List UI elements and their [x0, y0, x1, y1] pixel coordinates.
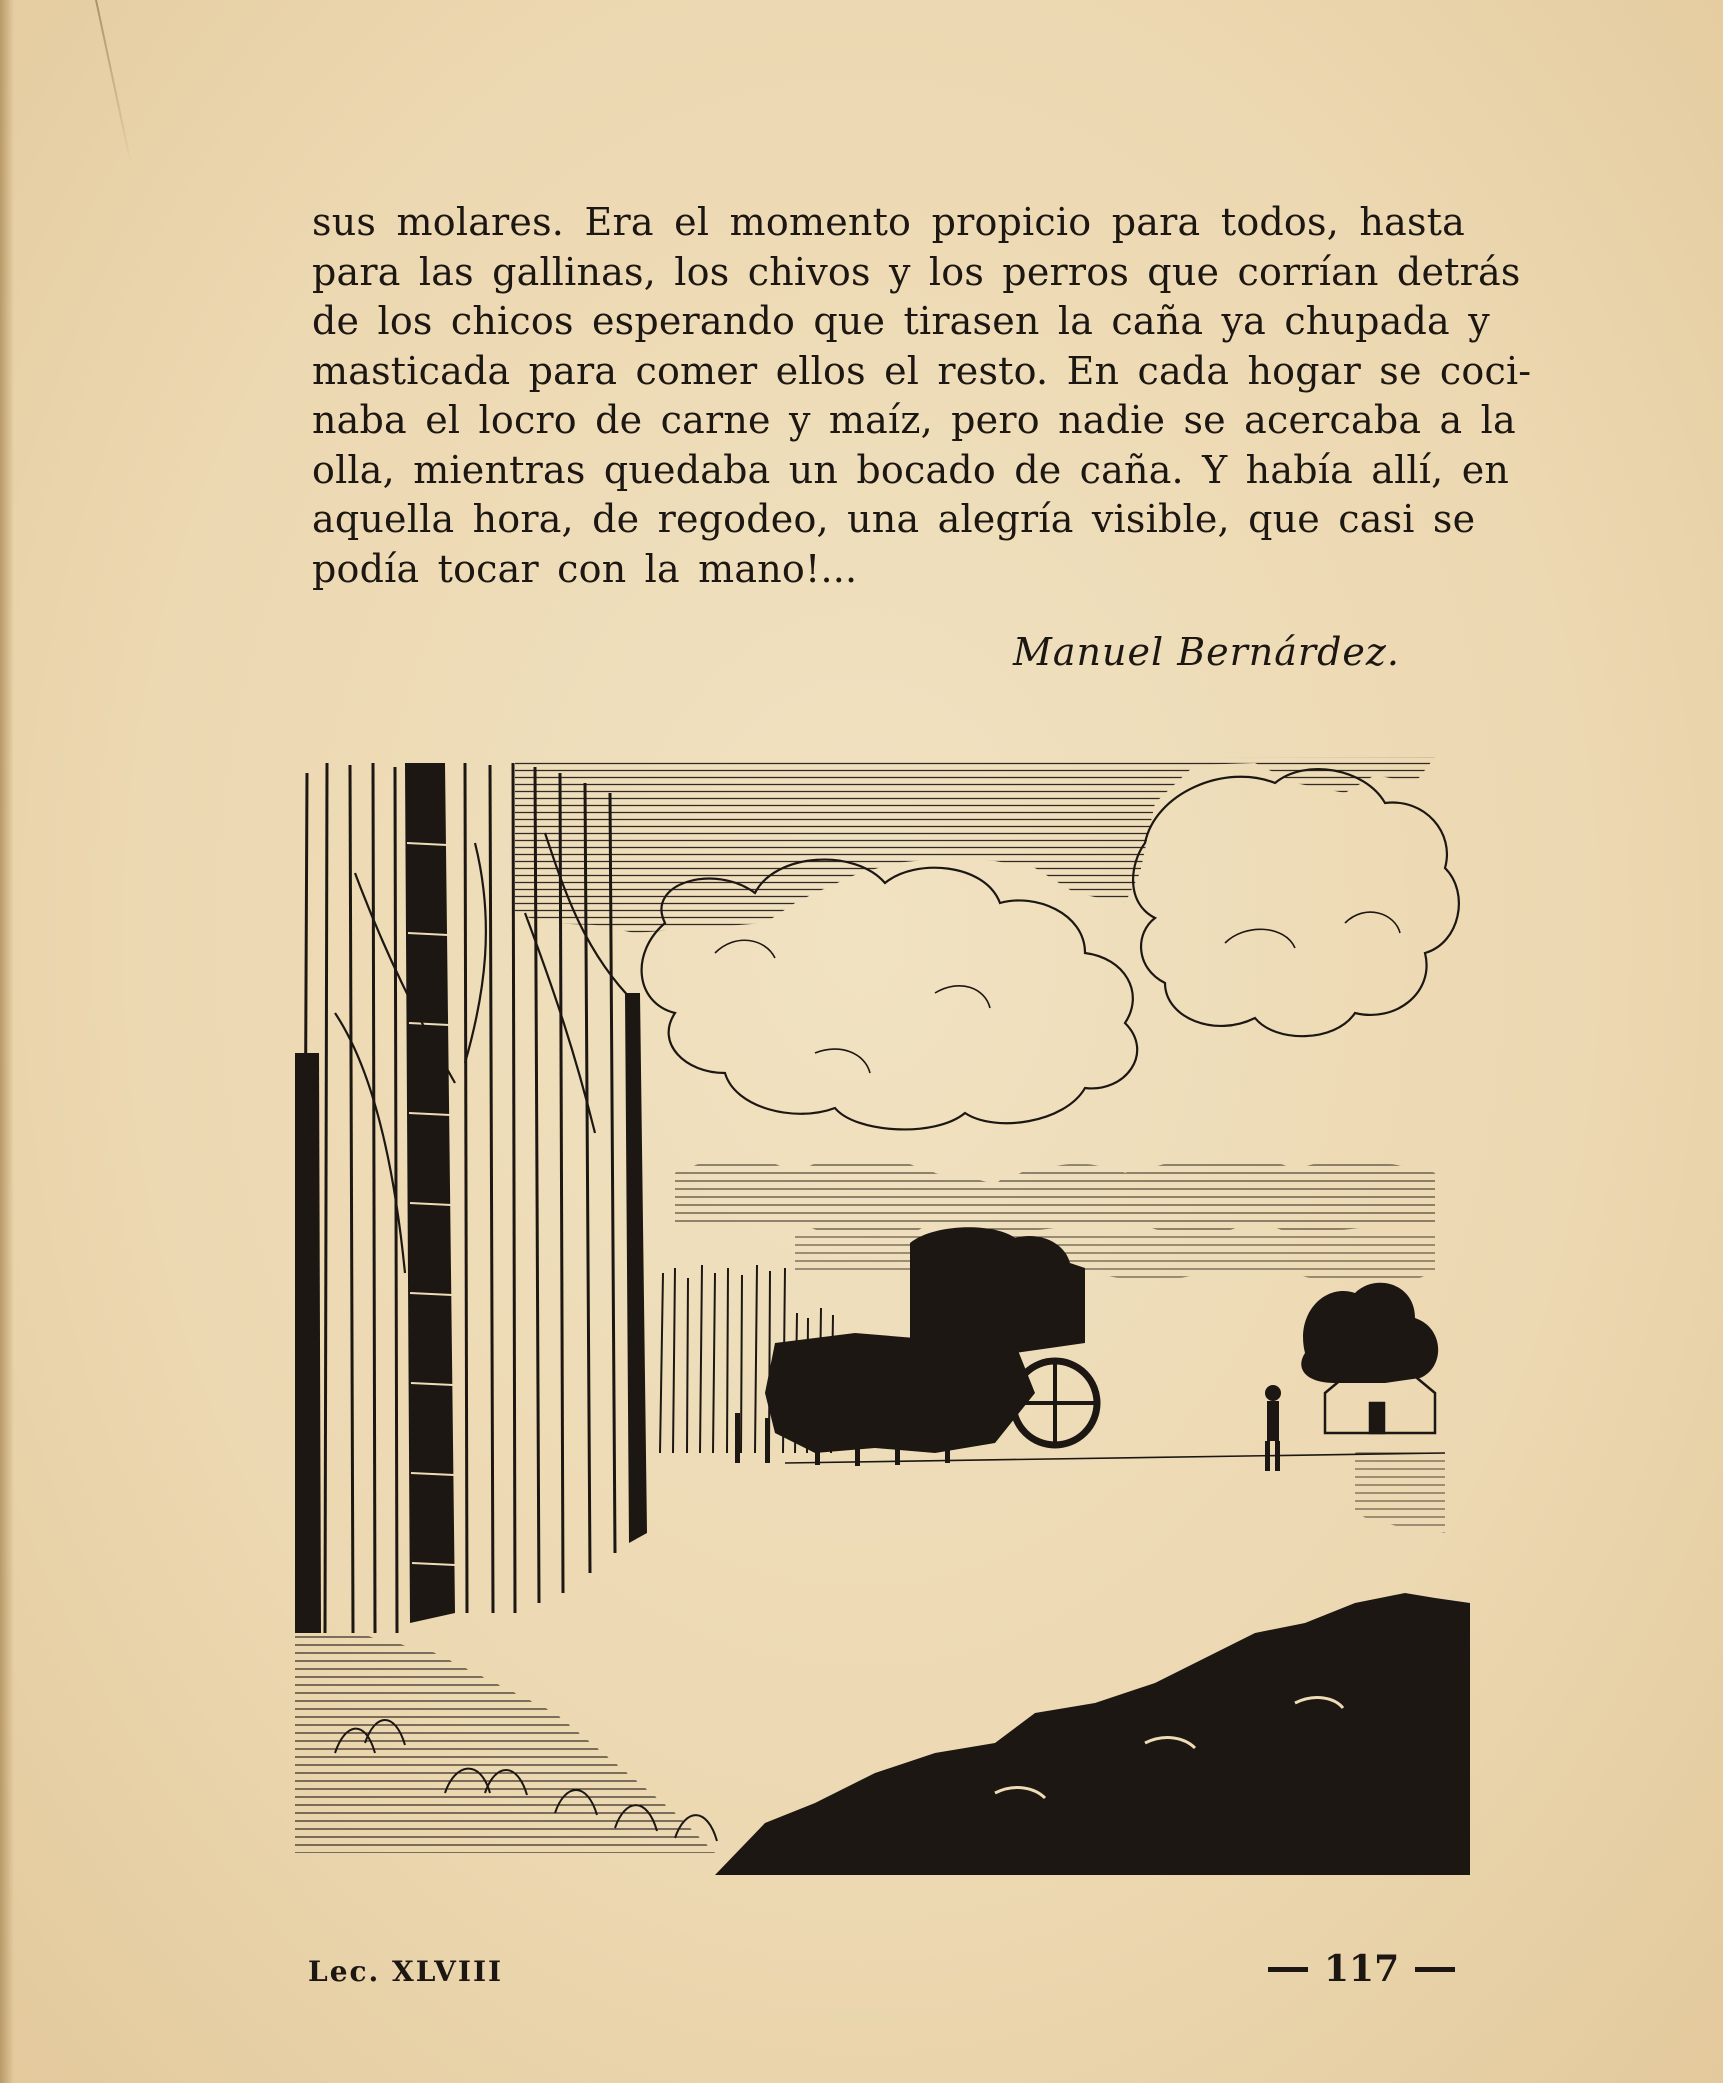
- text-line: podía tocar con la mano!...: [312, 546, 858, 591]
- text-line: sus molares. Era el momento propicio para todos, hasta: [312, 200, 1465, 244]
- dash-right: [1415, 1967, 1455, 1972]
- sugarcane-field-illustration: [295, 753, 1470, 1875]
- ground-line: [785, 1453, 1445, 1463]
- text-line: para las gallinas, los chivos y los perros que corrían detrás: [312, 249, 1521, 294]
- ox-cart: [735, 1227, 1097, 1466]
- farmer-figure: [1265, 1385, 1281, 1471]
- body-paragraph: [312, 198, 1532, 594]
- lesson-label: Lec. XLVIII: [308, 1955, 504, 1988]
- cloud-center-detail: [715, 940, 990, 1073]
- ground-right-shrubs: [1355, 1447, 1445, 1533]
- page-number-group: [1268, 1948, 1455, 1990]
- cloud-right: [1133, 769, 1459, 1036]
- text-line: aquella hora, de regodeo, una alegría visible, que casi se: [312, 497, 1476, 541]
- text-line: olla, mientras quedaba un bocado de caña. Y había allí, en: [312, 447, 1510, 492]
- page-number: 117: [1324, 1948, 1400, 1990]
- tree-right: [1301, 1283, 1438, 1383]
- sky-hatching-band: [795, 1233, 1435, 1283]
- text-line: de los chicos esperando que tirasen la caña ya chupada y: [312, 299, 1490, 343]
- cloud-right-detail: [1225, 912, 1400, 948]
- paper-crease: [95, 0, 132, 166]
- author-signature: Manuel Bernárdez.: [1012, 630, 1400, 674]
- sky-hatching-upper: [515, 757, 1435, 933]
- dash-left: [1268, 1967, 1308, 1972]
- sky-hatching-lower: [675, 1158, 1435, 1236]
- text-line: masticada para comer ellos el resto. En cada hogar se coci-: [312, 348, 1532, 393]
- text-line: naba el locro de carne y maíz, pero nadie se acercaba a la: [312, 398, 1516, 442]
- foreground-shadow: [715, 1593, 1470, 1875]
- page-edge-shadow: [0, 0, 14, 2083]
